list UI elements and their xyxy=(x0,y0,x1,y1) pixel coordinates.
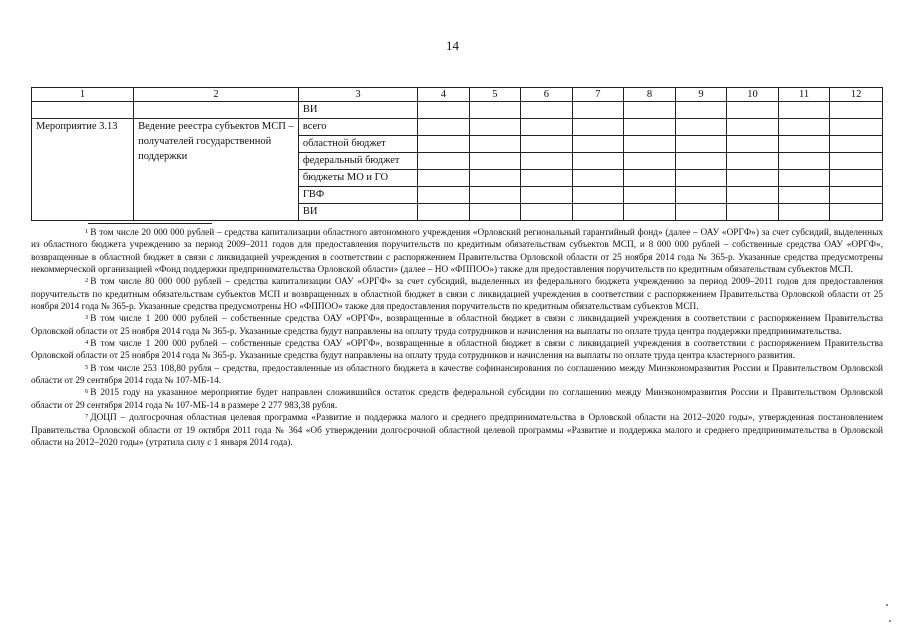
funding-source-cell: бюджеты МО и ГО xyxy=(298,170,417,187)
footnote-text: В том числе 80 000 000 рублей – средства капитализации ОАУ «ОРГФ» за счет субсидий, выделенных из федерального бюджета учреждению за период 2009–2011 годов для предоставления поручительств по кредитным обязательствам субъектов МСП и возвращенных в областной бюджет в связи с ликвидацией учреждения в соответствии с распоряжением Правительства Орловской области от 25 ноября 2014 года № 365-р. Указанные средства предусмотрены НО «ФППОО» также для предоставления поручительств по кредитным обязательствам субъектов МСП. xyxy=(31,277,883,313)
column-number: 4 xyxy=(418,88,470,102)
footnote-text: В том числе 1 200 000 рублей – собственные средства ОАУ «ОРГФ», возвращенные в областной бюджет в связи с ликвидацией учреждения в соответствии с распоряжением Правительства Орловской области от 25 ноября 2014 года № 365-р. Указанные средства будут направлены на оплату труда сотрудников и начисления на выплаты по оплате труда центра кластерного развития. xyxy=(31,339,883,362)
footnote-number: 4 xyxy=(85,339,89,347)
column-number-row xyxy=(32,88,883,102)
footnote xyxy=(31,276,883,313)
scan-speck xyxy=(886,604,888,606)
footnotes-block xyxy=(31,227,883,449)
footnote-number: 3 xyxy=(85,314,89,322)
footnote-text: ДОЦП – долгосрочная областная целевая программа «Развитие и поддержка малого и среднего предпринимательства в Орловской области на 2012–2020 годы», утвержденная постановлением Правительства Орловской области от 19 октября 2011 года № 364 «Об утверждении долгосрочной областной целевой программы «Развитие и поддержка малого и среднего предпринимательства в Орловской области на 2012–2020 годы» (утратила силу с 1 января 2014 года). xyxy=(31,413,883,448)
column-number: 6 xyxy=(521,88,573,102)
column-number: 8 xyxy=(624,88,676,102)
funding-source-cell: федеральный бюджет xyxy=(298,153,417,170)
column-number: 7 xyxy=(572,88,624,102)
footnote-number: 2 xyxy=(85,277,89,285)
event-name-cell: Ведение реестра субъектов МСП – получателей государственной поддержки xyxy=(134,119,299,221)
funding-source-cell: ВИ xyxy=(298,204,417,221)
column-number: 10 xyxy=(727,88,779,102)
footnote-text: В том числе 20 000 000 рублей – средства капитализации областного автономного учреждения «Орловский региональный гарантийный фонд» (далее – ОАУ «ОРГФ») за счет субсидий, выделенных из областного бюджета учреждению за период 2009–2011 годов для предоставления поручительств по кредитным обязательствам субъектов МСП, и 8 000 000 рублей – собственные средства ОАУ «ОРГФ», возвращенные в областной бюджет в связи с ликвидацией учреждения в соответствии с распоряжением Правительства Орловской области от 25 ноября 2014 года № 365-р. Указанные средства предусмотрены некоммерческой организацией «Фонд поддержки предпринимательства Орловской области» (далее – НО «ФППОО») также для предоставления поручительств по кредитным обязательствам субъектов МСП. xyxy=(31,228,883,276)
column-number: 11 xyxy=(778,88,830,102)
footnote-number: 6 xyxy=(85,388,89,396)
scan-speck xyxy=(889,620,891,622)
footnote-text: В том числе 1 200 000 рублей – собственные средства ОАУ «ОРГФ», возвращенные в областной бюджет в связи с ликвидацией учреждения в соответствии с распоряжением Правительства Орловской области от 25 ноября 2014 года № 365-р. Указанные средства будут направлены на оплату труда сотрудников и начисления на выплаты по оплате труда центра поддержки предпринимательства. xyxy=(31,314,883,337)
event-code-cell: Мероприятие 3.13 xyxy=(32,119,134,221)
footnote xyxy=(31,227,883,276)
funding-source-cell: ГВФ xyxy=(298,187,417,204)
funding-source-cell: областной бюджет xyxy=(298,136,417,153)
footnote-separator xyxy=(88,223,212,224)
footnote xyxy=(31,338,883,363)
column-number: 9 xyxy=(675,88,727,102)
footnote-text: В том числе 253 108,80 рубля – средства, предоставленные из областного бюджета в качестве софинансирования по соглашению между Минэкономразвития России и Правительством Орловской области от 29 сентября 2014 года № 107-МБ-14. xyxy=(31,363,883,387)
footnote xyxy=(31,363,883,388)
footnote xyxy=(31,313,883,338)
column-number: 3 xyxy=(298,88,417,102)
table-row xyxy=(32,102,883,119)
column-number: 5 xyxy=(469,88,521,102)
footnote-number: 7 xyxy=(85,413,89,421)
column-number: 12 xyxy=(830,88,883,102)
footnote xyxy=(31,412,883,449)
footnote-text: В 2015 году на указанное мероприятие будет направлен сложившийся остаток средств федеральной субсидии по соглашению между Минэкономразвития России и Правительством Орловской области от 29 сентября 2014 года № 107-МБ-14 в размере 2 277 983,38 рубля. xyxy=(31,388,883,411)
footnote-number: 1 xyxy=(85,228,89,235)
table-row xyxy=(32,119,883,136)
funding-source-cell: всего xyxy=(298,119,417,136)
budget-table xyxy=(31,87,883,221)
footnote xyxy=(31,387,883,412)
page-number: 14 xyxy=(446,38,459,53)
column-number: 2 xyxy=(134,88,299,102)
funding-source-cell: ВИ xyxy=(298,102,417,119)
footnote-number: 5 xyxy=(85,363,89,371)
column-number: 1 xyxy=(32,88,134,102)
